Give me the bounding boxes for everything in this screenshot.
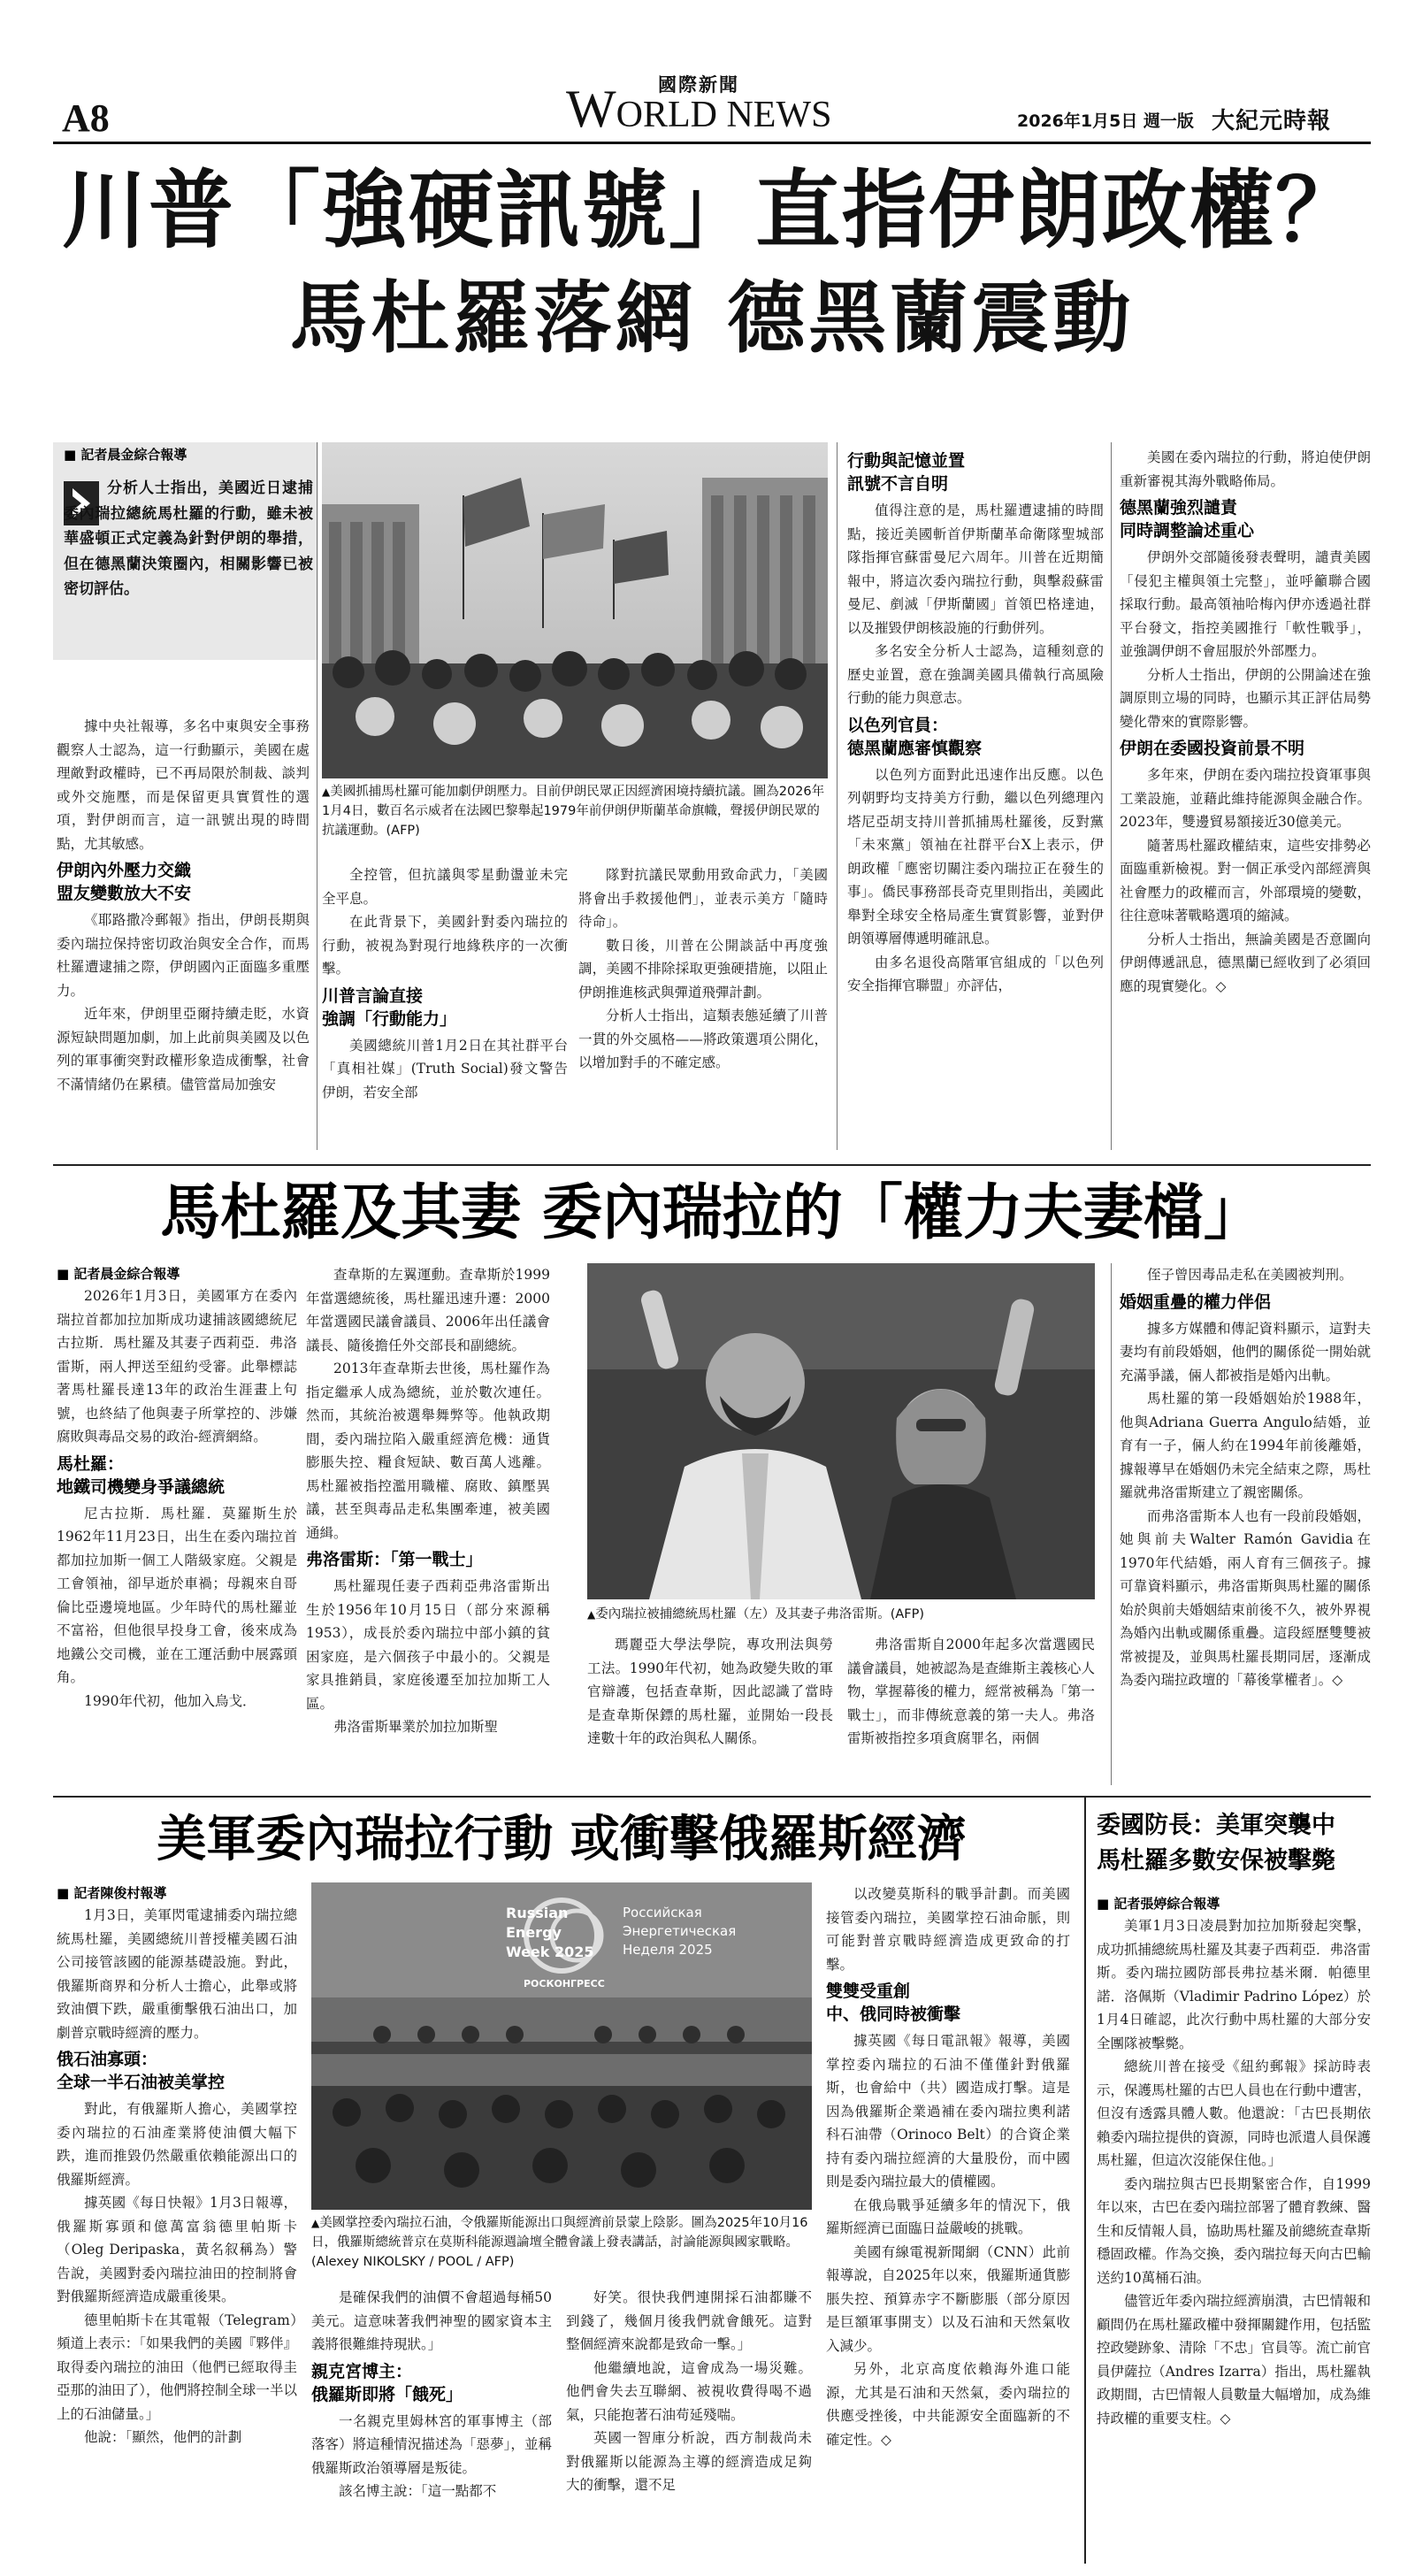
column-rule: [1084, 1796, 1086, 2564]
subheading: 弗洛雷斯：「第一戰士」: [306, 1550, 483, 1569]
paragraph: 是確保我們的油價不會超過每桶50美元。這意味著我們神聖的國家資本主義將很難維持現狀。」: [311, 2289, 552, 2352]
section-name-rest: ORLD NEWS: [616, 95, 832, 135]
middle-column-3: [587, 1633, 833, 1785]
paragraph: 英國一智庫分析說，西方制裁尚未對俄羅斯以能源為主導的經濟造成足夠大的衝擊，還不足: [566, 2430, 812, 2493]
middle-column-2: [306, 1263, 550, 1785]
paper-logo: 大紀元時報: [1212, 108, 1332, 134]
paragraph: 該名博主說：「這一點都不: [339, 2483, 497, 2499]
paragraph: 據多方媒體和傳記資料顯示，這對夫妻均有前段婚姻，他們的關係從一開始就充滿爭議，倆人都被指是婚內出軌。: [1120, 1320, 1371, 1384]
paragraph: 查韋斯的左翼運動。查韋斯於1999年當選總統後，馬杜羅迅速升遷：2000年當選國民議會議員、2006年出任議會議長、隨後擔任外交部長和副總統。: [306, 1267, 550, 1353]
subheading: 德黑蘭強烈譴責 同時調整論述重心: [1120, 498, 1255, 540]
paragraph: 美國總統川普1月2日在其社群平台「真相社媒」(Truth Social)發文警告伊朗，若安全部: [322, 1037, 568, 1100]
paragraph: 近年來，伊朗里亞爾持續走貶，水資源短缺問題加劇，加上此前與美國及以色列的軍事衝突對政權形象造成衝擊，社會不滿情緒仍在累積。儘管當局加強安: [57, 1006, 310, 1092]
caption-text: 美國抓捕馬杜羅可能加劇伊朗壓力。目前伊朗民眾正因經濟困境持續抗議。圖為2026年1月4日，數百名示威者在法國巴黎舉起1979年前伊朗伊斯蘭革命旗幟，聲援伊朗民眾的抗議運動。(AFP): [322, 785, 825, 838]
paragraph: 分析人士指出，伊朗的公開論述在強調原則立場的同時，也顯示其正評估局勢變化帶來的實際影響。: [1120, 666, 1371, 730]
middle-column-1: [57, 1263, 297, 1785]
paragraph: 弗洛雷斯畢業於加拉加斯聖: [333, 1719, 499, 1735]
top-column-4: [847, 446, 1104, 1154]
issue-date: 2026年1月5日 週一版: [1017, 111, 1194, 131]
column-rule: [1111, 1263, 1112, 1785]
subheading: 行動與記憶並置 訊號不言自明: [847, 451, 966, 494]
paragraph: 他說：「顯然，他們的計劃: [84, 2429, 242, 2445]
paragraph: 據中央社報導，多名中東與安全事務觀察人士認為，這一行動顯示，美國在處理敵對政權時，已不再局限於制裁、談判或外交施壓，而是保留更具實質性的選項，對伊朗而言，這一訊號出現的時間點，尤其敏感。: [57, 718, 310, 852]
paragraph: 以改變莫斯科的戰爭計劃。而美國接管委內瑞拉，美國掌控石油命脈，則可能對普京戰時經濟造成更致命的打擊。: [826, 1886, 1070, 1973]
paragraph: 在俄烏戰爭延續多年的情況下，俄羅斯經濟已面臨日益嚴峻的挑戰。: [826, 2196, 1070, 2236]
section-initial: W: [566, 80, 616, 138]
maduro-photo: [587, 1263, 1095, 1599]
paragraph: 委內瑞拉與古巴長期緊密合作，自1999年以來，古巴在委內瑞拉部署了體育教練、醫生和反情報人員，協助馬杜羅及前總統查韋斯穩固政權。作為交換，委內瑞拉每天向古巴輸送約10萬桶石油。: [1097, 2175, 1371, 2286]
bottom-column-3: [566, 2286, 812, 2564]
protest-photo: [322, 442, 828, 778]
paragraph: 1月3日，美軍閃電逮捕委內瑞拉總統馬杜羅，美國總統川普授權美國石油公司接管該國的能源基礎設施。對此，俄羅斯商界和分析人士擔心，此舉或將致油價下跌，嚴重衝擊俄石油出口，加劇普京戰時經濟的壓力。: [57, 1907, 297, 2041]
paragraph: 弗洛雷斯自2000年起多次當選國民議會議員，她被認為是查維斯主義核心人物，掌握幕後的權力，經常被稱為「第一戰士」，而非傳統意義的第一夫人。弗洛雷斯被指控多項貪腐罪名，兩個: [847, 1637, 1095, 1746]
banner-text-ru: Российская Энергетическая Неделя 2025: [623, 1905, 737, 1958]
paragraph: 美國有線電視新聞網（CNN）此前報導說，自2025年以來，俄羅斯通貨膨脹失控、預算赤字不斷膨脹（部分原因是巨額軍事開支）以及石油和天然氣收入減少。: [826, 2243, 1070, 2354]
paragraph: 1990年代初，他加入烏戈．: [84, 1692, 256, 1709]
banner-text-en: Russian Energy Week 2025: [506, 1905, 594, 1960]
paragraph: 瑪麗亞大學法學院，專攻刑法與勞工法。1990年代初，她為政變失敗的軍官辯護，包括查韋斯，因此認識了當時是查韋斯保鏢的馬杜羅，並開始一段長達數十年的政治與私人關係。: [587, 1637, 833, 1746]
subheading: 伊朗內外壓力交織 盟友變數放大不安: [57, 861, 192, 903]
paragraph: 美國在委內瑞拉的行動，將迫使伊朗重新審視其海外戰略佈局。: [1120, 449, 1371, 489]
main-subheadline: 馬杜羅落網 德黑蘭震動: [289, 272, 1135, 364]
section-divider: [53, 1164, 1371, 1166]
paragraph: 總統川普在接受《紐約郵報》採訪時表示，保護馬杜羅的古巴人員也在行動中遭害，但沒有透露具體人數。他還說：「古巴長期依賴委內瑞拉提供的資源，同時也派遣人員保護馬杜羅，但這次沒能保住他。」: [1097, 2058, 1371, 2168]
paragraph: 德里帕斯卡在其電報（Telegram）頻道上表示：「如果我們的美國『夥伴』取得委內瑞拉的油田（他們已經取得圭亞那的油田了），他們將控制全球一半以上的石油儲量。」: [57, 2312, 297, 2422]
section-divider: [53, 1796, 1371, 1798]
maduro-couple-image: [587, 1263, 1095, 1599]
bottom-column-1: [57, 1882, 297, 2564]
middle-headline: 馬杜羅及其妻 委內瑞拉的「權力夫妻檔」: [160, 1178, 1264, 1248]
header-rule: [53, 142, 1371, 144]
paragraph: 美軍1月3日凌晨對加拉加斯發起突擊，成功抓捕總統馬杜羅及其妻子西莉亞．弗洛雷斯。委內瑞拉國防部長弗拉基米爾．帕德里諾．洛佩斯（Vladimir Padrino López）於1月4日確認，此次行動中馬杜羅的大部分安全團隊被擊斃。: [1097, 1918, 1371, 2051]
paragraph: 分析人士指出，這類表態延續了川普一貫的外交風格——將政策選項公開化，以增加對手的不確定感。: [578, 1008, 828, 1070]
bottom-reporter: ■ 記者陳俊村報導: [57, 1882, 297, 1904]
column-rule: [1111, 442, 1112, 1150]
paragraph: 2013年查韋斯去世後，馬杜羅作為指定繼承人成為總統，並於數次連任。然而，其統治被選舉舞弊等。他執政期間，委內瑞拉陷入嚴重經濟危機：通貨膨脹失控、糧食短缺、數百萬人逃離。馬杜羅被指控濫用職權、腐敗、鎮壓異議，甚至與毒品走私集團牽連，被美國通緝。: [306, 1361, 550, 1541]
paragraph: 一名親克里姆林宮的軍事博主（部落客）將這種情況描述為「惡夢」，並稱俄羅斯政治領導層是叛徒。: [311, 2412, 552, 2476]
section-name-cn: 國際新聞: [658, 74, 739, 96]
top-column-2: [322, 863, 568, 1155]
paragraph: 隨著馬杜羅政權結束，這些安排勢必面臨重新檢視。對一個正承受內部經濟與社會壓力的政權而言，外部環境的變數，往往意味著戰略選項的縮減。: [1120, 837, 1371, 924]
paragraph: 在此背景下，美國針對委內瑞拉的行動，被視為對現行地緣秩序的一次衝擊。: [322, 914, 568, 977]
side-reporter: ■ 記者張婷綜合報導: [1097, 1893, 1371, 1914]
maduro-caption: [587, 1605, 1095, 1624]
paragraph: 馬杜羅的第一段婚姻始於1988年，他與Adriana Guerra Angulo結婚，並育有一子，倆人約在1994年前後離婚，據報導早在婚姻仍未完全結束之際，馬杜羅就弗洛雷斯建立了親密關係。: [1120, 1391, 1371, 1500]
subheading: 雙雙受重創 中、俄同時被衝擊: [826, 1982, 961, 2024]
summary-text: [64, 476, 313, 602]
paragraph: 好笑。很快我們連開採石油都賺不到錢了，幾個月後我們就會餓死。這對整個經濟來說都是致命一擊。」: [566, 2289, 812, 2352]
side-headline: 委國防長：美軍突襲中 馬杜羅多數安保被擊斃: [1097, 1812, 1335, 1874]
paragraph: 《耶路撒冷郵報》指出，伊朗長期與委內瑞拉保持密切政治與安全合作，而馬杜羅遭逮捕之際，伊朗國內正面臨多重壓力。: [57, 912, 310, 999]
bottom-column-4: [826, 1882, 1070, 2564]
paragraph: 據英國《每日電訊報》報導，美國掌控委內瑞拉的石油不僅僅針對俄羅斯，也會給中（共）國造成打擊。這是因為俄羅斯企業過補在委內瑞拉奧利諾科石油帶（Orinoco Belt）的合資企業持有委內瑞拉經濟的大量股份，而中國則是委內瑞拉最大的債權國。: [826, 2033, 1070, 2189]
section-name-en: [566, 80, 831, 144]
bottom-column-2: [311, 2286, 552, 2564]
top-column-1: [57, 715, 310, 1157]
paragraph: 由多名退役高階軍官組成的「以色列安全指揮官聯盟」亦評估，: [847, 954, 1104, 993]
bottom-headline: 美軍委內瑞拉行動 或衝擊俄羅斯經濟: [157, 1811, 967, 1868]
caption-triangle-icon: ▲: [322, 786, 331, 798]
banner-brand: РОСКОНГРЕСС: [524, 1978, 605, 1990]
page-number: A8: [62, 96, 110, 140]
subheading: 川普言論直接 強調「行動能力」: [322, 985, 457, 1029]
paragraph: 數日後，川普在公開談話中再度強調，美國不排除採取更強硬措施，以阻止伊朗推進核武與彈道飛彈計劃。: [578, 937, 828, 1000]
paragraph: 以色列方面對此迅速作出反應。以色列朝野均支持美方行動，繼以色列總理內塔尼亞胡支持川普抓捕馬杜羅後，反對黨「未來黨」領袖在社群平台X上表示，伊朗政權「應密切關注委內瑞拉正在發生的事」。僑民事務部長奇克里則指出，美國此舉對全球安全格局產生實質影響，並對伊朗領導層傳遞明確訊息。: [847, 766, 1104, 947]
paragraph: 另外，北京高度依賴海外進口能源，尤其是石油和天然氣，委內瑞拉的供應受挫後，中共能源安全面臨新的不確定性。◇: [826, 2361, 1070, 2448]
top-column-5: [1120, 446, 1371, 1154]
paragraph: 隊對抗議民眾動用致命武力，「美國將會出手救援他們」，並表示美方「隨時待命」。: [578, 867, 828, 930]
paragraph: 多名安全分析人士認為，這種刻意的歷史並置，意在強調美國具備執行高風險行動的能力與意志。: [847, 643, 1104, 706]
energy-week-caption: [311, 2213, 812, 2272]
energy-week-photo: [311, 1882, 812, 2210]
caption-triangle-icon: ▲: [587, 1608, 596, 1621]
paragraph: 全控管，但抗議與零星動盪並未完全平息。: [322, 867, 568, 907]
middle-reporter: ■ 記者晨金綜合報導: [57, 1263, 297, 1284]
middle-column-5: [1120, 1263, 1371, 1785]
subheading: 伊朗在委國投資前景不明: [1120, 739, 1305, 758]
paragraph: 伊朗外交部隨後發表聲明，譴責美國「侵犯主權與領土完整」，並呼籲聯合國採取行動。最高領袖哈梅內伊亦透過社群平台發文，指控美國推行「軟性戰爭」，並強調伊朗不會屈服於外部壓力。: [1120, 549, 1371, 659]
column-rule: [837, 442, 838, 1150]
main-headline: 川普「強硬訊號」直指伊朗政權？: [62, 160, 1362, 260]
paragraph: 值得注意的是，馬杜羅遭逮捕的時間點，接近美國斬首伊斯蘭革命衛隊聖城部隊指揮官蘇雷曼尼六周年。川普在近期簡報中，將這次委內瑞拉行動，與擊殺蘇雷曼尼、剷滅「伊斯蘭國」首領巴格達迪，以及摧毀伊朗核設施的行動併列。: [847, 502, 1104, 636]
paragraph: 分析人士指出，無論美國是否意圖向伊朗傳遞訊息，德黑蘭已經收到了必須回應的現實變化。◇: [1120, 931, 1371, 994]
caption-text: 委內瑞拉被捕總統馬杜羅（左）及其妻子弗洛雷斯。(AFP): [595, 1607, 925, 1622]
paragraph: 多年來，伊朗在委內瑞拉投資軍事與工業設施，並藉此維持能源與金融合作。2023年，雙邊貿易額接近30億美元。: [1120, 767, 1371, 830]
subheading: 俄石油寡頭： 全球一半石油被美掌控: [57, 2050, 226, 2092]
paragraph: 侄子曾因毒品走私在美國被判刑。: [1147, 1267, 1353, 1283]
middle-column-4: [847, 1633, 1095, 1785]
paragraph: 2026年1月3日，美國軍方在委內瑞拉首都加拉加斯成功逮捕該國總統尼古拉斯．馬杜羅及其妻子西莉亞．弗洛雷斯，兩人押送至紐約受審。此舉標誌著馬杜羅長達13年的政治生涯畫上句號，也終結了他與妻子所掌控的、涉嫌腐敗與毒品交易的政治-經濟網絡。: [57, 1288, 297, 1445]
protest-caption: [322, 782, 828, 840]
paragraph: 馬杜羅現任妻子西莉亞弗洛雷斯出生於1956年10月15日（部分來源稱1953），成長於委內瑞拉中部小鎮的貧困家庭，是六個孩子中最小的。父親是家具推銷員，家庭後遷至加拉加斯工人區。: [306, 1578, 550, 1712]
paragraph: 尼古拉斯．馬杜羅．莫羅斯生於1962年11月23日，出生在委內瑞拉首都加拉加斯一個工人階級家庭。父親是工會領袖，卻早逝於車禍；母親來自哥倫比亞邊境地區。少年時代的馬杜羅並不富裕，但他很早投身工會，後來成為地鐵公交司機，並在工運活動中展露頭角。: [57, 1505, 297, 1685]
summary-body: 分析人士指出，美國近日逮捕委內瑞拉總統馬杜羅的行動，雖未被華盛頓正式定義為針對伊朗的舉措，但在德黑蘭決策圈內，相關影響已被密切評估。: [64, 479, 313, 598]
protest-image: [322, 442, 828, 778]
subheading: 以色列官員： 德黑蘭應審慎觀察: [847, 715, 983, 758]
caption-text: 美國掌控委內瑞拉石油，令俄羅斯能源出口與經濟前景蒙上陰影。圖為2025年10月16日，俄羅斯總統普京在莫斯科能源週論壇全體會議上發表講話，討論能源與國家戰略。(Alexey NIKOLSKY / POOL / AFP): [311, 2216, 808, 2269]
paragraph: 他繼續地說，這會成為一場災難。他們會失去互聯網、被視收費得喝不過氣，只能抱著石油苟延殘喘。: [566, 2359, 812, 2423]
subheading: 馬杜羅： 地鐵司機變身爭議總統: [57, 1453, 226, 1497]
paragraph: 而弗洛雷斯本人也有一段前段婚姻，她與前夫Walter Ramón Gavidia在1970年代結婚，兩人育有三個孩子。據可靠資料顯示，弗洛雷斯與馬杜羅的關係始於與前夫婚姻結束前後不久，被外界視為婚內出軌或關係重疊。這段經歷雙雙被常被提及，並與馬杜羅長期同居，逐漸成為委內瑞拉政壇的「幕後掌權者」。◇: [1120, 1507, 1371, 1688]
subheading: 婚姻重疊的權力伴侶: [1120, 1292, 1272, 1312]
paragraph: 據英國《每日快報》1月3日報導，俄羅斯寡頭和億萬富翁德里帕斯卡（Oleg Deripaska，黃名叙稱為）警告說，美國對委內瑞拉油田的控制將會對俄羅斯經濟造成嚴重後果。: [57, 2195, 297, 2304]
top-reporter: ■ 記者晨金綜合報導: [64, 444, 187, 465]
paragraph: 儘管近年委內瑞拉經濟崩潰，古巴情報和顧問仍在馬杜羅政權中發揮關鍵作用，包括監控政變跡象、清除「不忠」官員等。流亡前官員伊薩拉（Andres Izarra）指出，馬杜羅執政期間，古巴情報人員數量大幅增加，成為維持政權的重要支柱。◇: [1097, 2293, 1371, 2426]
paragraph: 對此，有俄羅斯人擔心，美國掌控委內瑞拉的石油產業將使油價大幅下跌，進而推毀仍然嚴重依賴能源出口的俄羅斯經濟。: [57, 2101, 297, 2188]
subheading: 親克宮博主： 俄羅斯即將「餓死」: [311, 2361, 463, 2404]
caption-triangle-icon: ▲: [311, 2217, 320, 2229]
side-column: [1097, 1893, 1371, 2564]
top-column-3: [578, 863, 828, 1155]
